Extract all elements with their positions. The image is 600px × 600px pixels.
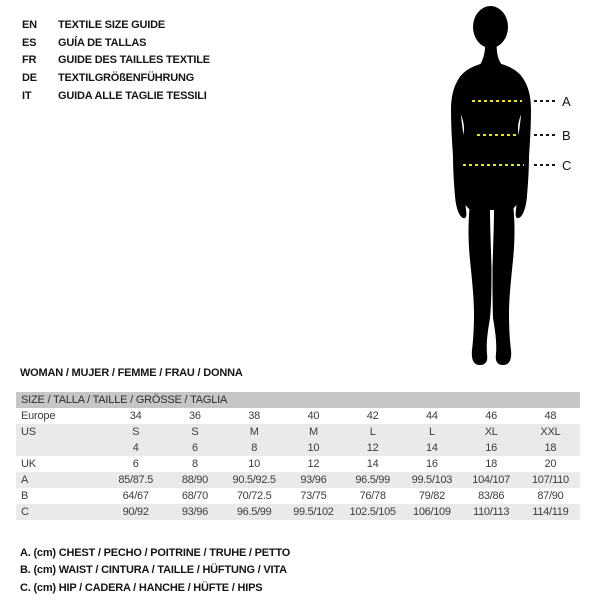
table-cell: 93/96	[300, 474, 327, 486]
table-cell: 40	[307, 410, 320, 422]
table-cell: 83/86	[478, 490, 505, 502]
lang-title: GUÍA DE TALLAS	[58, 36, 147, 49]
woman-heading: WOMAN / MUJER / FEMME / FRAU / DONNA	[20, 367, 243, 379]
table-cell: 85/87.5	[118, 474, 153, 486]
table-cell: 88/90	[181, 474, 208, 486]
table-cell: XXL	[540, 426, 561, 438]
table-cell: 107/110	[531, 474, 569, 486]
legend-waist: B. (cm) WAIST / CINTURA / TAILLE / HÜFTUNG / VITA	[20, 564, 287, 577]
table-cell: 12	[307, 458, 320, 470]
table-cell: 18	[544, 442, 557, 454]
table-cell: 96.5/99	[355, 474, 390, 486]
lang-code: DE	[22, 71, 37, 84]
table-row-waist	[16, 488, 580, 504]
table-row-uk	[16, 456, 580, 472]
lang-row-en	[22, 16, 210, 34]
lang-title: GUIDE DES TAILLES TEXTILE	[58, 54, 210, 67]
table-cell: 110/113	[473, 506, 510, 518]
table-cell: 76/78	[359, 490, 386, 502]
row-label: UK	[21, 458, 36, 470]
lang-row-it	[22, 87, 210, 105]
table-cell: S	[191, 426, 199, 438]
table-cell: 10	[248, 458, 260, 470]
table-cell: 6	[191, 442, 198, 454]
table-cell: S	[132, 426, 140, 438]
table-cell: 99.5/102	[293, 506, 334, 518]
lang-title: GUIDA ALLE TAGLIE TESSILI	[58, 89, 207, 102]
table-cell: XL	[484, 426, 498, 438]
table-cell: 104/107	[472, 474, 510, 486]
table-cell: 99.5/103	[411, 474, 453, 486]
table-cell: 38	[248, 410, 260, 422]
table-cell: 90/92	[122, 506, 149, 518]
row-label: C	[21, 506, 29, 518]
table-row-hip	[16, 504, 580, 520]
lang-title: TEXTILGRÖßENFÜHRUNG	[58, 71, 195, 84]
table-cell: 90.5/92.5	[232, 474, 276, 486]
lang-row-fr	[22, 51, 210, 69]
table-cell: 8	[251, 442, 258, 454]
measurement-legend	[20, 544, 290, 597]
table-cell: 36	[189, 410, 201, 422]
table-cell: 68/70	[181, 490, 208, 502]
table-row-us-numbers	[16, 440, 580, 456]
legend-chest: A. (cm) CHEST / PECHO / POITRINE / TRUHE / PETTO	[20, 546, 291, 559]
table-cell: 12	[366, 442, 379, 454]
table-cell: M	[249, 426, 259, 438]
table-cell: 48	[544, 410, 557, 422]
lang-title: TEXTILE SIZE GUIDE	[58, 18, 166, 31]
table-cell: 14	[366, 458, 379, 470]
table-cell: 4	[132, 442, 139, 454]
table-cell: 46	[485, 410, 497, 422]
table-cell: 96.5/99	[236, 506, 272, 518]
hip-measure-dash-leader	[534, 164, 558, 166]
table-cell: 44	[426, 410, 438, 422]
table-cell: 102.5/105	[349, 506, 396, 518]
table-cell: 87/90	[537, 490, 564, 502]
chest-measure-dash-on-body	[472, 100, 522, 102]
table-cell: 10	[307, 442, 320, 454]
table-row-chest	[16, 472, 580, 488]
lang-code: FR	[22, 54, 37, 67]
row-label: Europe	[21, 410, 56, 422]
table-cell: L	[428, 426, 435, 438]
table-cell: 18	[485, 458, 497, 470]
table-cell: 42	[366, 410, 379, 422]
table-cell: 34	[129, 410, 142, 422]
table-cell: 114/119	[532, 506, 569, 518]
table-cell: 79/82	[418, 490, 445, 502]
table-cell: 16	[485, 442, 497, 454]
table-cell: L	[369, 426, 376, 438]
table-cell: 106/109	[413, 506, 451, 518]
hip-measure-dash-on-body	[463, 164, 524, 166]
legend-hip: C. (cm) HIP / CADERA / HANCHE / HÜFTE / HIPS	[20, 581, 263, 594]
language-title-list	[22, 16, 210, 104]
table-cell: 16	[426, 458, 438, 470]
size-table	[16, 392, 580, 520]
lang-code: ES	[22, 36, 37, 49]
table-cell: 6	[132, 458, 139, 470]
row-label: B	[21, 490, 29, 502]
table-row-us-letters	[16, 424, 580, 440]
row-label: US	[21, 426, 36, 438]
chest-measure-dash-leader	[534, 100, 558, 102]
measure-label-chest: A	[562, 94, 571, 109]
lang-row-es	[22, 34, 210, 52]
table-cell: M	[308, 426, 318, 438]
table-cell: 64/67	[122, 490, 149, 502]
waist-measure-dash-leader	[534, 134, 558, 136]
waist-measure-dash-on-body	[477, 134, 519, 136]
table-row-europe	[16, 408, 580, 424]
table-cell: 70/72.5	[236, 490, 272, 502]
lang-code: IT	[22, 89, 32, 102]
table-cell: 20	[544, 458, 557, 470]
measure-label-waist: B	[562, 128, 571, 143]
lang-row-de	[22, 69, 210, 87]
size-table-header: SIZE / TALLA / TAILLE / GRÖSSE / TAGLIA	[16, 392, 580, 408]
table-cell: 14	[426, 442, 438, 454]
measure-label-hip: C	[562, 158, 572, 173]
table-cell: 73/75	[300, 490, 327, 502]
table-cell: 93/96	[181, 506, 208, 518]
woman-silhouette-svg	[448, 6, 540, 368]
row-label: A	[21, 474, 29, 486]
woman-silhouette	[448, 6, 540, 368]
lang-code: EN	[22, 18, 37, 31]
table-cell: 8	[191, 458, 198, 470]
